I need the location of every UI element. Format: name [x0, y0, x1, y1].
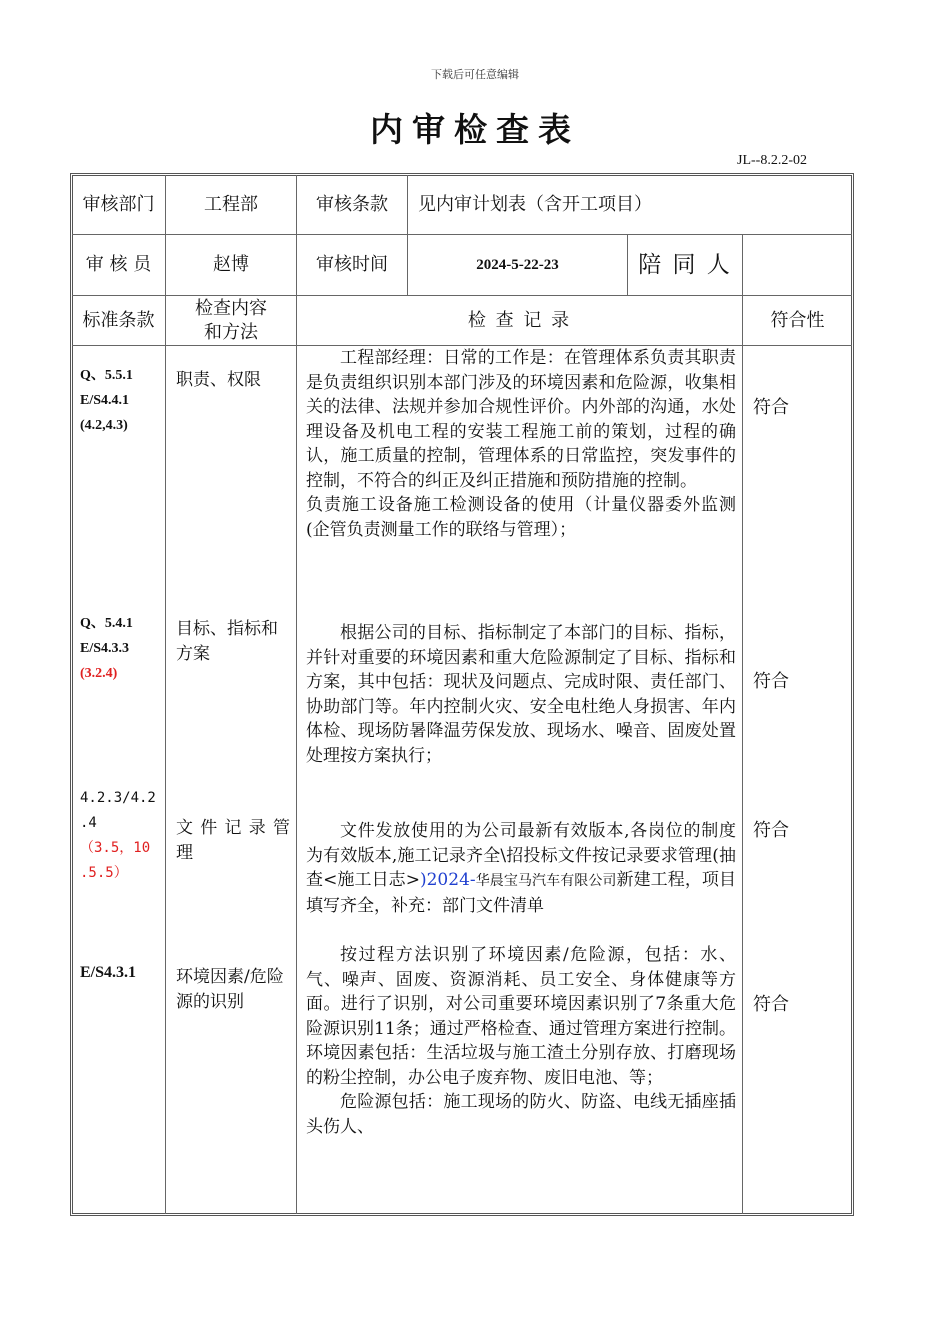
column-standard: 标准条款 [82, 309, 155, 331]
check-item: 环境因素/危险源的识别 [176, 967, 284, 1012]
escort-value [743, 235, 852, 295]
standard-clause: 4.2.3/4.2 .4 （3.5，10 .5.5） [80, 790, 156, 881]
check-item: 目标、指标和方案 [176, 619, 278, 664]
check-item: 职责、权限 [176, 370, 261, 390]
conformity-result: 符合 [753, 994, 789, 1015]
check-record: 工程部经理：日常的工作是：在管理体系负责其职责是负责组织识别本部门涉及的环境因素和危险源，收集相关的法律、法规并参加合规性评价。内外部的沟通，水处理设备及机电工程的安装工程施工前的策划，过程的确认，施工质量的控制，管理体系的日常监控，突发事件的控制，不符合的纠正及纠正措施和预防措施的控制。 负责施工设备施工检测设备的使用（计量仪器委外监测(企管负责测量工作的联络与管理）； [306, 348, 736, 540]
conformity-result: 符合 [753, 820, 789, 841]
check-record: 根据公司的目标、指标制定了本部门的目标、指标，并针对重要的环境因素和重大危险源制定了目标、指标和方案，其中包括：现状及问题点、完成时限、责任部门、协助部门等。年内控制火灾、安全电杜绝人身损害、年内体检、现场防暑降温劳保发放、现场水、噪音、固废处置处理按方案执行； [306, 623, 736, 766]
column-conformity: 符合性 [770, 309, 825, 331]
check-record: 按过程方法识别了环境因素/危险源，包括：水、气、噪声、固废、资源消耗、员工安全、身体健康等方面。进行了识别，对公司重要环境因素识别了7条重大危险源识别11条；通过严格检查、通过管理方案进行控制。环境因素包括：生活垃圾与施工渣土分别存放、打磨现场的粉尘控制，办公电子废弃物、废旧电池、等； 危险源包括：施工现场的防火、防盗、电线无插座插头伤人、 [306, 945, 736, 1137]
auditor-label: 审 核 员 [85, 254, 152, 275]
download-note: 下载后可任意编辑 [431, 68, 519, 81]
page-title: 内审检查表 [370, 110, 580, 149]
time-value: 2024-5-22-23 [476, 257, 559, 273]
column-content-line2: 和方法 [204, 321, 258, 343]
clause-label: 审核条款 [316, 193, 388, 215]
column-divider [742, 234, 743, 1214]
standard-clause: Q、5.5.1 E/S4.4.1 (4.2,4.3) [80, 368, 133, 433]
conformity-result: 符合 [753, 397, 789, 418]
column-content-line1: 检查内容 [195, 297, 267, 319]
check-item: 文 件 记 录 管 理 [176, 818, 290, 863]
escort-label: 陪 同 人 [638, 252, 732, 278]
check-record: 文件发放使用的为公司最新有效版本,各岗位的制度为有效版本,施工记录齐全\招投标文件按记录要求管理(抽查<施工日志>)2024-华晨宝马汽车有限公司新建工程，项目填写齐全，补充：部门文件清单 [306, 821, 737, 916]
standard-clause: Q、5.4.1 E/S4.3.3 (3.2.4) [80, 616, 133, 681]
time-label: 审核时间 [316, 254, 388, 275]
column-content [166, 296, 296, 345]
dept-label: 审核部门 [82, 193, 155, 215]
clause-value: 见内审计划表（含开工项目） [418, 193, 652, 215]
auditor-value: 赵博 [213, 254, 249, 275]
document-code: JL--8.2.2-02 [737, 153, 807, 168]
column-record: 检 查 记 录 [467, 309, 572, 331]
conformity-result: 符合 [753, 671, 789, 692]
standard-clause: E/S4.3.1 [80, 964, 137, 981]
dept-value: 工程部 [204, 193, 258, 215]
